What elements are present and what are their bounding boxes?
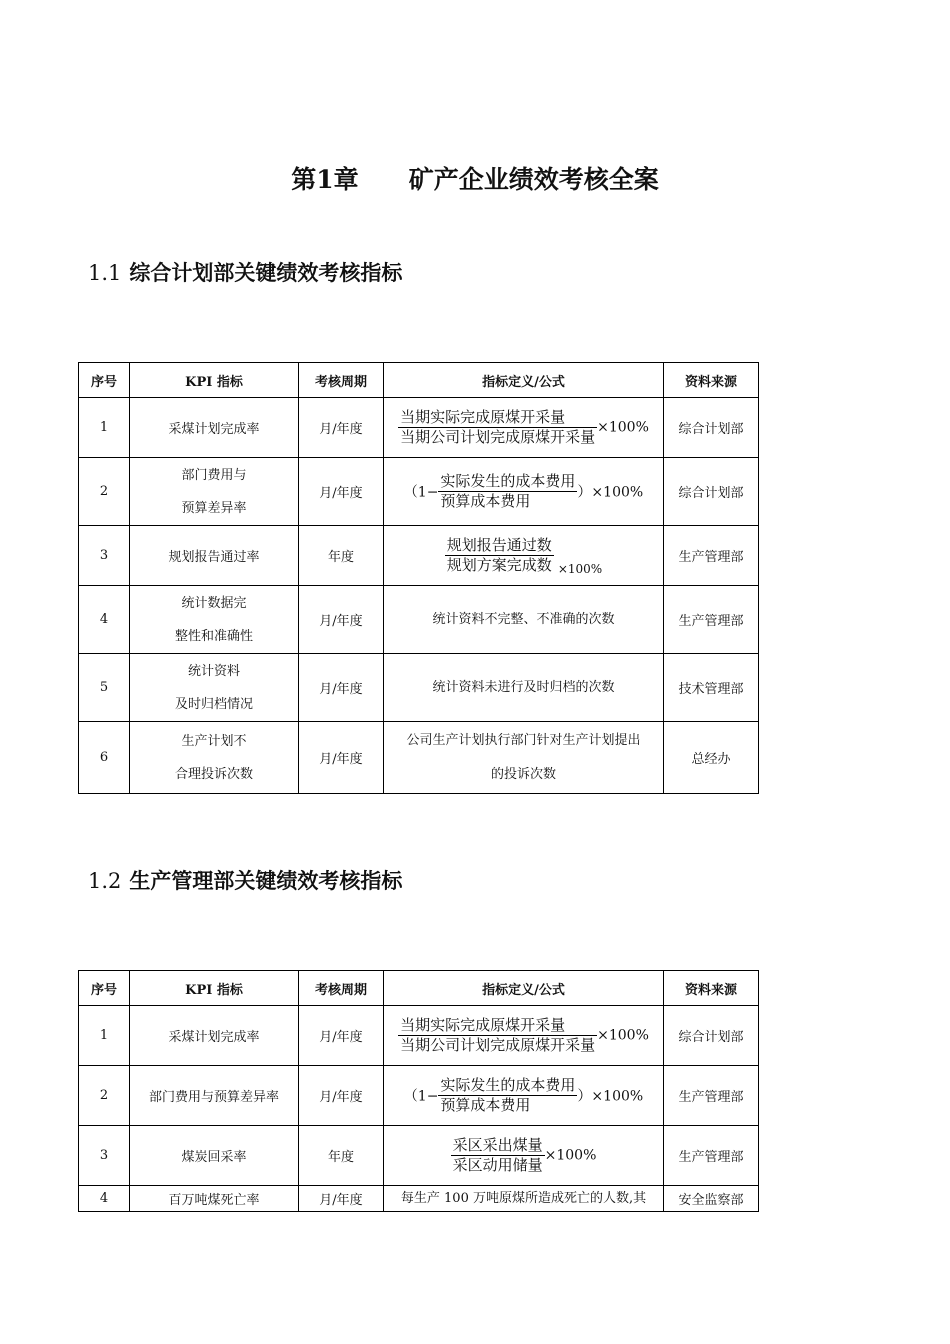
period: 月/年度 [299,1186,384,1212]
kpi-name-line: 合理投诉次数 [174,766,253,782]
period: 月/年度 [299,1066,384,1126]
data-source: 生产管理部 [664,586,759,654]
formula [384,458,664,526]
section-number: 1.2 [88,869,122,893]
numerator: 实际发生的成本费用 [440,1076,576,1094]
multiplier: ）×100% [577,1088,644,1105]
kpi-table-1 [78,362,759,794]
header-definition: 指标定义/公式 [384,971,664,1006]
formula [384,398,664,458]
definition: 统计资料未进行及时归档的次数 [384,654,664,722]
multiplier: ×100% [544,1147,597,1164]
section-number: 1.1 [88,261,122,285]
multiplier: ）×100% [577,484,644,501]
denominator: 当期公司计划完成原煤开采量 [400,428,596,446]
denominator: 当期公司计划完成原煤开采量 [400,1036,596,1054]
section-title: 生产管理部关键绩效考核指标 [129,868,403,893]
header-period: 考核周期 [299,971,384,1006]
row-number: 1 [79,398,130,458]
period: 年度 [299,1126,384,1186]
fraction [398,408,597,447]
kpi-name [130,586,299,654]
row-number: 2 [79,1066,130,1126]
data-source: 综合计划部 [664,458,759,526]
header-kpi: KPI 指标 [130,363,299,398]
numerator: 当期实际完成原煤开采量 [398,1016,597,1036]
kpi-name: 采煤计划完成率 [130,398,299,458]
table-row [79,586,759,654]
multiplier: ×100% [597,1027,649,1044]
section-heading-1 [88,257,402,287]
fraction [451,1136,545,1175]
kpi-table-2 [78,970,759,1212]
data-source: 生产管理部 [664,1066,759,1126]
kpi-name: 煤炭回采率 [130,1126,299,1186]
chapter-name: 矿产企业绩效考核全案 [408,165,659,194]
table-row [79,458,759,526]
denominator: 采区动用储量 [452,1156,543,1174]
data-source: 总经办 [664,722,759,794]
multiplier: ×100% [557,561,603,576]
table-header-row [79,971,759,1006]
data-source: 生产管理部 [664,526,759,586]
formula [384,526,664,586]
formula [384,1066,664,1126]
period: 月/年度 [299,586,384,654]
section-title: 综合计划部关键绩效考核指标 [129,260,403,285]
kpi-name-line: 生产计划不 [181,733,247,749]
header-no: 序号 [79,971,130,1006]
row-number: 3 [79,1126,130,1186]
row-number: 3 [79,526,130,586]
header-source: 资料来源 [664,363,759,398]
fraction [398,1016,597,1055]
period: 月/年度 [299,398,384,458]
kpi-name [130,654,299,722]
numerator: 实际发生的成本费用 [440,472,576,490]
table-row [79,398,759,458]
row-number: 4 [79,1186,130,1212]
header-no: 序号 [79,363,130,398]
formula [384,1126,664,1186]
row-number: 4 [79,586,130,654]
data-source: 综合计划部 [664,398,759,458]
kpi-name-line: 预算差异率 [181,500,247,516]
fraction [445,536,554,575]
table-row [79,654,759,722]
chapter-title [0,160,950,196]
formula-prefix: （1− [403,484,439,501]
kpi-name-line: 及时归档情况 [174,696,253,712]
table-row [79,1066,759,1126]
definition-line: 的投诉次数 [490,766,556,782]
table-header-row [79,363,759,398]
table-row [79,1126,759,1186]
kpi-name-line: 统计数据完 [181,595,247,611]
kpi-name: 规划报告通过率 [130,526,299,586]
period: 月/年度 [299,458,384,526]
period: 月/年度 [299,1006,384,1066]
definition-line: 公司生产计划执行部门针对生产计划提出 [406,732,641,748]
table-row [79,1006,759,1066]
kpi-name: 采煤计划完成率 [130,1006,299,1066]
row-number: 2 [79,458,130,526]
period: 月/年度 [299,654,384,722]
header-kpi: KPI 指标 [130,971,299,1006]
definition [384,722,664,794]
data-source: 生产管理部 [664,1126,759,1186]
kpi-name: 部门费用与预算差异率 [130,1066,299,1126]
kpi-name-line: 部门费用与 [181,467,247,483]
table-row [79,526,759,586]
data-source: 安全监察部 [664,1186,759,1212]
kpi-name-line: 统计资料 [187,663,240,679]
data-source: 技术管理部 [664,654,759,722]
denominator: 预算成本费用 [440,492,531,510]
denominator: 规划方案完成数 [446,555,552,574]
section-heading-2 [88,865,402,895]
numerator: 当期实际完成原煤开采量 [398,408,597,428]
formula [384,1006,664,1066]
data-source: 综合计划部 [664,1006,759,1066]
fraction [438,1076,577,1115]
definition: 统计资料不完整、不准确的次数 [384,586,664,654]
multiplier: ×100% [597,419,649,436]
kpi-name [130,458,299,526]
denominator: 预算成本费用 [440,1096,531,1114]
header-period: 考核周期 [299,363,384,398]
numerator: 采区采出煤量 [452,1136,543,1154]
row-number: 6 [79,722,130,794]
definition: 每生产 100 万吨原煤所造成死亡的人数,其 [384,1186,664,1212]
header-source: 资料来源 [664,971,759,1006]
chapter-number: 第1章 [291,165,359,194]
period: 年度 [299,526,384,586]
numerator: 规划报告通过数 [446,535,552,554]
row-number: 5 [79,654,130,722]
kpi-name-line: 整性和准确性 [174,628,253,644]
kpi-name [130,722,299,794]
period: 月/年度 [299,722,384,794]
kpi-name: 百万吨煤死亡率 [130,1186,299,1212]
fraction [438,472,577,511]
row-number: 1 [79,1006,130,1066]
header-definition: 指标定义/公式 [384,363,664,398]
formula-prefix: （1− [403,1088,439,1105]
table-row [79,722,759,794]
table-row [79,1186,759,1212]
